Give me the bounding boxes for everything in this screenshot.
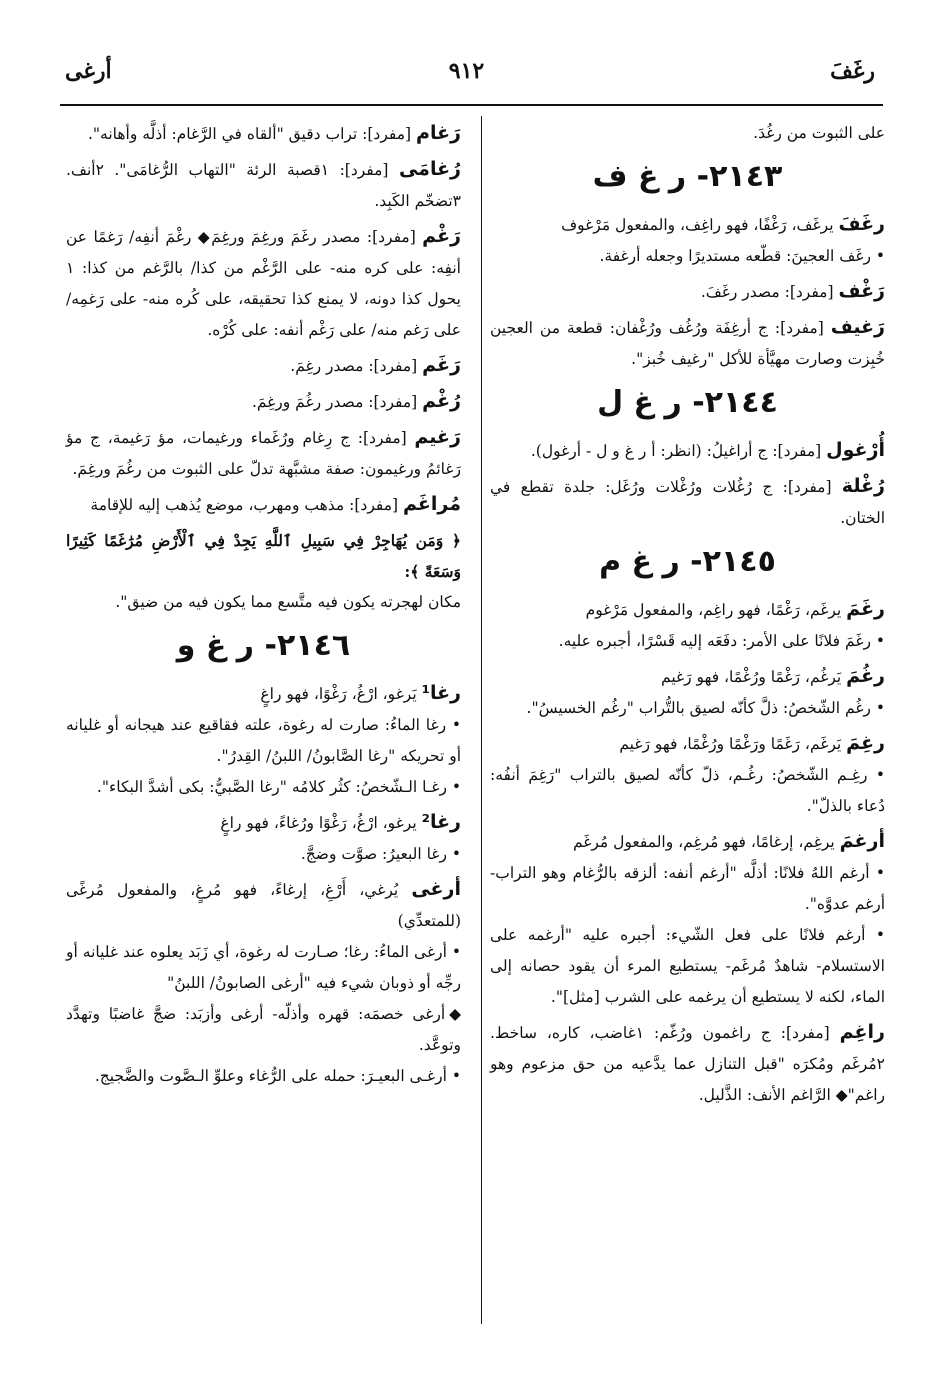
definition-text: • رغا الماءُ: صارت له رغوة، علته فقاقيع عند هيجانه أو غليانه أو تحريكه "رغا الصَّابونُ/ اللبنُ/ القِدرُ".	[66, 716, 461, 765]
entry-line	[490, 760, 885, 822]
dictionary-entry	[490, 471, 885, 534]
entry-line	[66, 422, 461, 485]
entry-line	[66, 710, 461, 772]
definition-text: يَرغو، ارْغُ، رَغْوًا، فهو راغٍ	[260, 685, 417, 703]
definition-text: • أرغى الماءُ: رغا؛ صـارت له رغوة، أي زَبَد يعلوه عند غليانه أو رجِّه أو ذوبان شيء فيه "أرغى الصابونُ/ اللبنُ"	[66, 943, 461, 992]
headword: رَغيم	[414, 426, 461, 448]
entry-line	[490, 209, 885, 241]
dictionary-entry	[490, 728, 885, 822]
definition-text: يرغَم، رَغْمًا، فهو راغِم، والمفعول مَرْغوم	[585, 601, 842, 619]
headword: رغَفَ	[838, 213, 885, 235]
page-number: ٩١٢	[448, 58, 485, 84]
entry-line	[66, 678, 461, 710]
entry-line	[490, 693, 885, 724]
entry-line	[66, 386, 461, 418]
headword: رَغيف	[830, 316, 885, 338]
definition-text: [مفرد]: ج رِغام ورُغَماء ورغيمات، مؤ رَغيمة، ج مؤ رَغائمُ ورغيمون: صفة مشبَّهة تدلّ على الثبوت من رغُمَ ورغِمَ.	[66, 429, 461, 478]
headword: أُرْغول	[826, 439, 885, 461]
definition-text: [مفرد]: ج أرغِفَة ورُغُف ورُغْفان: قطعة من العجين خُبِزت وصارت مهيَّأة للأكل "رغيف خُبز".	[490, 319, 885, 368]
definition-text: ◆أرغى خصمَه: قهره وأذلّه- أرغى وأزبَد: ضجَّ غاضبًا وتهدَّد وتوعَّد.	[66, 1005, 461, 1054]
definition-text: [مفرد]: ج راغمون ورُغّم: ١غاضب، كاره، ساخط. ٢مُرغَم ومُكرَه "قبل التنازل عما يدَّعيه من حق مزعوم وهو راغم"◆ الرَّاغم الأنف: الذَّليل.	[490, 1024, 885, 1104]
entry-line	[490, 626, 885, 657]
definition-text: [مفرد]: مصدر رغَفَ.	[700, 283, 834, 301]
entry-line	[490, 241, 885, 272]
quran-quote	[66, 525, 461, 618]
entry-line	[490, 728, 885, 760]
root-heading: ٢١٤٥- ر غ م	[599, 544, 776, 579]
definition-text: • رغِـم الشّخصُ: رغُـم، ذلّ كأنّه لصيق بالتراب "رَغِمَ أنفُه: دُعاء بالذلّ".	[490, 766, 885, 815]
entry-line	[490, 858, 885, 920]
entry-line	[490, 826, 885, 858]
dictionary-entry	[66, 386, 461, 418]
definition-text: • أرغم فلانًا على فعل الشّيء: أجبره عليه "أرغمه على الاستسلام- شاهدٌ مُرغَم- يستطيع المرء أن يقود حصانه إلى الماء، لكنه لا يستطيع أن يرغمه على الشرب [مثل]".	[490, 926, 885, 1006]
definition-text: • رغَف العجينَ: قطّعه مستديرًا وجعله أرغفة.	[599, 247, 885, 265]
headword: أرغى	[411, 878, 461, 900]
definition-text: • رغَمَ فلانًا على الأمر: دفَعَه إليه قَسْرًا، أجبره عليه.	[558, 632, 885, 650]
definition-text: يُرغي، أَرْغِ، إرغاءً، فهو مُرغٍ، والمفعول مُرغًى (للمتعدِّي)	[66, 881, 461, 930]
definition-text: [مفرد]: مصدر رغِمَ.	[290, 357, 418, 375]
definition-text: [مفرد]: مصدر رغُمَ ورغِمَ.	[251, 393, 418, 411]
column-divider	[481, 116, 482, 1324]
dictionary-entry	[66, 118, 461, 150]
headword: رغا¹	[421, 682, 461, 704]
definition-text: يرغَف، رَغْفًا، فهو راغِف، والمفعول مَرْغوف	[561, 216, 834, 234]
entry-line	[66, 839, 461, 870]
root-heading: ٢١٤٣- ر غ ف	[592, 159, 783, 194]
entry-line	[490, 276, 885, 308]
headword: رَغَم	[422, 354, 461, 376]
headword: رغَمَ	[846, 598, 885, 620]
headword: رَغام	[416, 122, 461, 144]
entry-line	[66, 937, 461, 999]
headword: مُراغَم	[403, 493, 461, 515]
headword: أرغمَ	[839, 830, 885, 852]
entry-line	[66, 999, 461, 1061]
dictionary-entry	[66, 422, 461, 485]
guide-word-right: رغَفَ	[830, 58, 875, 84]
left-column	[66, 118, 461, 1096]
headword: رغُمَ	[846, 665, 885, 687]
headword: رُغْم	[422, 390, 461, 412]
headword: رغِمَ	[846, 732, 885, 754]
dictionary-entry	[66, 874, 461, 1092]
entry-line	[66, 221, 461, 346]
headword: رَغْف	[838, 280, 885, 302]
definition-text: [مفرد]: ج رُغُلات ورُغْلات ورُغَل: جلدة تقطع في الختان.	[490, 478, 885, 527]
entry-line	[66, 807, 461, 839]
dictionary-entry	[490, 276, 885, 308]
entry-line	[66, 118, 461, 150]
entry-line	[490, 1017, 885, 1111]
headword: رُغْلة	[841, 475, 885, 497]
entry-line	[490, 920, 885, 1013]
dictionary-entry	[66, 154, 461, 217]
definition-text: • رغا البعيرُ: صوَّت وضجَّ.	[300, 845, 461, 863]
quran-verse: ﴿ وَمَن يُهَاجِرْ فِي سَبِيلِ ٱللَّهِ يَجِدْ فِي ٱلْأَرْضِ مُرَٰغَمًا كَثِيرًا وَسَعَةً ﴾:	[66, 531, 461, 581]
root-heading: ٢١٤٤- ر غ ل	[597, 385, 778, 420]
entry-line	[490, 471, 885, 534]
definition-text: [مفرد]: ١قصبة الرئة "التهاب الرُّغامَى". ٢أنف. ٣تضخّم الكَبِد.	[66, 161, 461, 210]
entry-line	[490, 661, 885, 693]
definition-text: • رغُم الشّخصُ: ذلَّ كأنّه لصيق بالتُّراب "رغُم الخسيسُ".	[526, 699, 885, 717]
definition-text: • رغـا الـشّخصُ: كثُر كلامُه "رغا الصَّبيُّ: بكى أشدَّ البكاء".	[96, 778, 461, 796]
entry-line	[66, 154, 461, 217]
headword: راغِم	[839, 1021, 885, 1043]
root-heading: ٢١٤٦- ر غ و	[176, 628, 351, 663]
quran-gloss: مكان لهجرته يكون فيه متَّسع مما يكون فيه من ضيق".	[115, 593, 461, 611]
dictionary-entry	[490, 1017, 885, 1111]
dictionary-entry	[66, 350, 461, 382]
entry-line	[66, 772, 461, 803]
dictionary-entry	[490, 826, 885, 1013]
definition-text: [مفرد]: مذهب ومهرب، موضع يُذهب إليه للإقامة	[90, 496, 399, 514]
headword: رُغامَى	[398, 158, 461, 180]
definition-text: [مفرد]: ج أراغيلُ: (انظر: أ ر غ و ل - أرغول).	[530, 442, 822, 460]
dictionary-entry	[66, 678, 461, 803]
definition-text: • أرغم اللهُ فلانًا: أذلَّه "أرغم أنفه: ألزقه بالرُّغام وهو التراب- أرغم عدوَّه".	[490, 864, 885, 913]
definition-text: يرغِم، إرغامًا، فهو مُرغِم، والمفعول مُرغَم	[572, 833, 835, 851]
definition-text: يَرغُم، رَغْمًا ورُغْمًا، فهو رَغيم	[661, 668, 842, 686]
entry-line	[490, 312, 885, 375]
headword: رغا²	[421, 811, 461, 833]
entry-line	[66, 350, 461, 382]
dictionary-entry	[490, 312, 885, 375]
entry-line	[490, 594, 885, 626]
definition-text: • أرغـى البعيـرَ: حمله على الرُّغاء وعلوِّ الـصَّوت والضَّجيج.	[94, 1067, 461, 1085]
dictionary-entry	[66, 807, 461, 870]
definition-text: يَرغَم، رَغَمًا ورَغْمًا ورُغْمًا، فهو رَغيم	[619, 735, 842, 753]
dictionary-entry	[490, 209, 885, 272]
guide-word-left: أرغى	[65, 58, 112, 84]
definition-text: [مفرد]: تراب دقيق "ألقاه في الرَّغام: أذلَّه وأهانه".	[87, 125, 412, 143]
definition-text: يرغو، ارْغُ، رَغْوًا ورُغاءً، فهو راغٍ	[220, 814, 417, 832]
entry-line	[66, 1061, 461, 1092]
definition-text: [مفرد]: مصدر رغَمَ ورغِمَ ورغِمَ◆ رغْمَ أنفِه/ رَغمًا عن أنفِه: على كره منه- على الرَّغْم من كذا/ بالرَّغم من كذا: ١ يحول كذا دونه، لا يمنع كذا تحقيقه، على كُره منه- على رَغمِه/ على رَغم منه/ على رَغْم أنفه: على كُرْه.	[66, 228, 461, 339]
headword: رَغْم	[422, 225, 461, 247]
dictionary-entry	[66, 489, 461, 521]
dictionary-entry	[490, 661, 885, 724]
dictionary-entry	[66, 221, 461, 346]
dictionary-entry	[490, 594, 885, 657]
dictionary-entry	[490, 435, 885, 467]
entry-line	[66, 874, 461, 937]
header-rule	[60, 104, 883, 106]
right-column	[490, 118, 885, 1115]
entry-line	[490, 435, 885, 467]
entry-line	[66, 489, 461, 521]
continuation-text: على الثبوت من رغُدَ.	[753, 124, 885, 142]
